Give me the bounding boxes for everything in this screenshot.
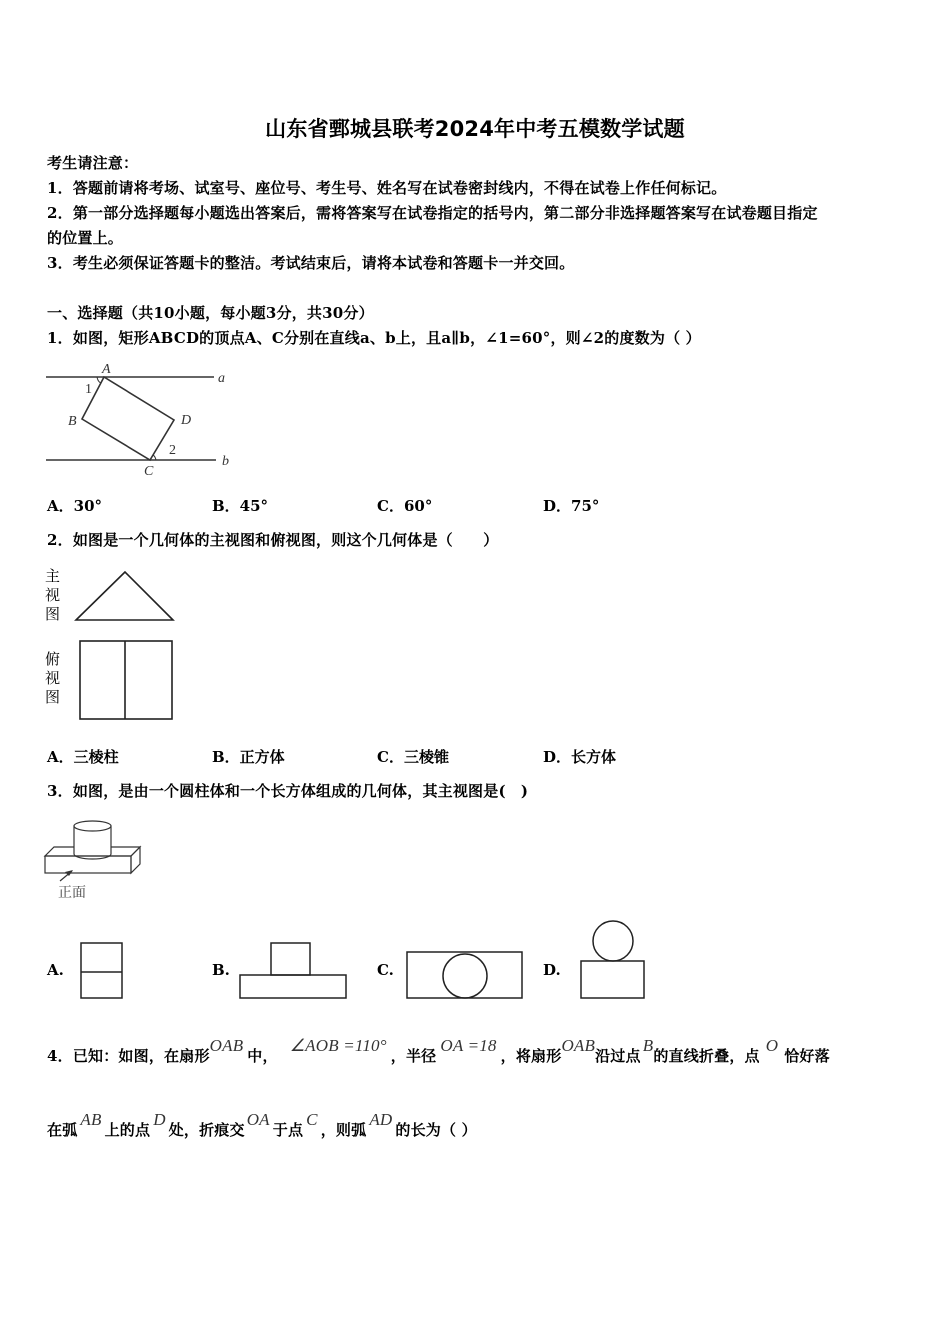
q2-option-c[interactable]: C．三棱锥 [377, 748, 449, 766]
q3-option-a-label[interactable]: A. [47, 961, 64, 979]
q2-option-a[interactable]: A．三棱柱 [47, 748, 119, 766]
math-c: C [306, 1110, 318, 1129]
notice-item-2-cont: 的位置上。 [47, 229, 124, 247]
label-line-a: a [218, 371, 225, 386]
notice-item-2: 2．第一部分选择题每小题选出答案后，需将答案写在试卷指定的括号内，第二部分非选择题答案写在试卷题目指定 [47, 204, 818, 222]
label-A: A [102, 362, 111, 377]
label-angle-2: 2 [169, 443, 176, 458]
q2-option-b[interactable]: B．正方体 [212, 748, 285, 766]
q1-stem: 1．如图，矩形ABCD的顶点A、C分别在直线a、b上，且a∥b，∠1=60°，则∠2的度数为（ ） [47, 329, 701, 347]
math-oab: OAB [209, 1036, 244, 1055]
math-angle-aob: ∠AOB =110° [289, 1036, 387, 1055]
q3-option-d-label[interactable]: D. [543, 961, 561, 979]
q3-solid-figure [44, 818, 144, 903]
math-oa: OA [246, 1110, 270, 1129]
q4-line-2: 在弧AB上的点D处，折痕交OA于点C，则弧AD的长为（ ） [47, 1110, 477, 1139]
q3-option-b-label[interactable]: B. [212, 961, 230, 979]
notice-item-3: 3．考生必须保证答题卡的整洁。考试结束后，请将本试卷和答题卡一并交回。 [47, 254, 575, 272]
label-line-b: b [222, 454, 229, 469]
q3-option-c-figure[interactable] [406, 951, 524, 1001]
notice-item-1: 1．答题前请将考场、试室号、座位号、考生号、姓名写在试卷密封线内，不得在试卷上作任何标记。 [47, 179, 727, 197]
front-view-label: 主 视 图 [45, 567, 61, 623]
label-B: B [68, 414, 77, 429]
q3-option-a-figure[interactable] [80, 942, 124, 1000]
top-view-label: 俯 视 图 [45, 650, 61, 706]
math-d: D [153, 1110, 166, 1129]
q1-option-b[interactable]: B．45° [212, 497, 269, 515]
rectangle-abcd [82, 377, 174, 460]
q1-option-a[interactable]: A．30° [47, 497, 103, 515]
math-o: O [765, 1036, 779, 1055]
label-angle-1: 1 [85, 382, 92, 397]
label-D: D [181, 413, 192, 428]
math-oab-2: OAB [561, 1036, 596, 1055]
q3-stem: 3．如图，是由一个圆柱体和一个长方体组成的几何体，其主视图是( ) [47, 782, 529, 800]
angle-2-arc [153, 455, 156, 460]
angle-1-arc [97, 377, 101, 383]
math-oa-18: OA =18 [440, 1036, 497, 1055]
front-view-triangle [74, 570, 176, 622]
page-title: 山东省鄄城县联考2024年中考五模数学试题 [265, 117, 685, 141]
front-label: 正面 [58, 885, 86, 901]
q2-stem: 2．如图是一个几何体的主视图和俯视图，则这个几何体是（ ） [47, 531, 499, 549]
q3-option-d-figure[interactable] [579, 919, 647, 1001]
q1-option-d[interactable]: D．75° [543, 497, 600, 515]
math-b: B [642, 1036, 654, 1055]
q1-option-c[interactable]: C．60° [377, 497, 433, 515]
q2-option-d[interactable]: D．长方体 [543, 748, 617, 766]
math-ab: AB [80, 1110, 102, 1129]
math-ad: AD [369, 1110, 393, 1129]
q3-option-c-label[interactable]: C. [377, 961, 394, 979]
q4-line-1: 4．已知：如图，在扇形OAB中，∠AOB =110°，半径OA =18，将扇形OAB沿过点B的直线折叠，点O恰好落 [47, 1036, 830, 1065]
q3-option-b-figure[interactable] [239, 942, 349, 1000]
q1-figure [44, 362, 244, 480]
label-C: C [144, 464, 154, 479]
notice-heading: 考生请注意： [47, 154, 139, 172]
section-heading: 一、选择题（共10小题，每小题3分，共30分） [47, 304, 374, 322]
top-view-rectangle [79, 640, 175, 722]
